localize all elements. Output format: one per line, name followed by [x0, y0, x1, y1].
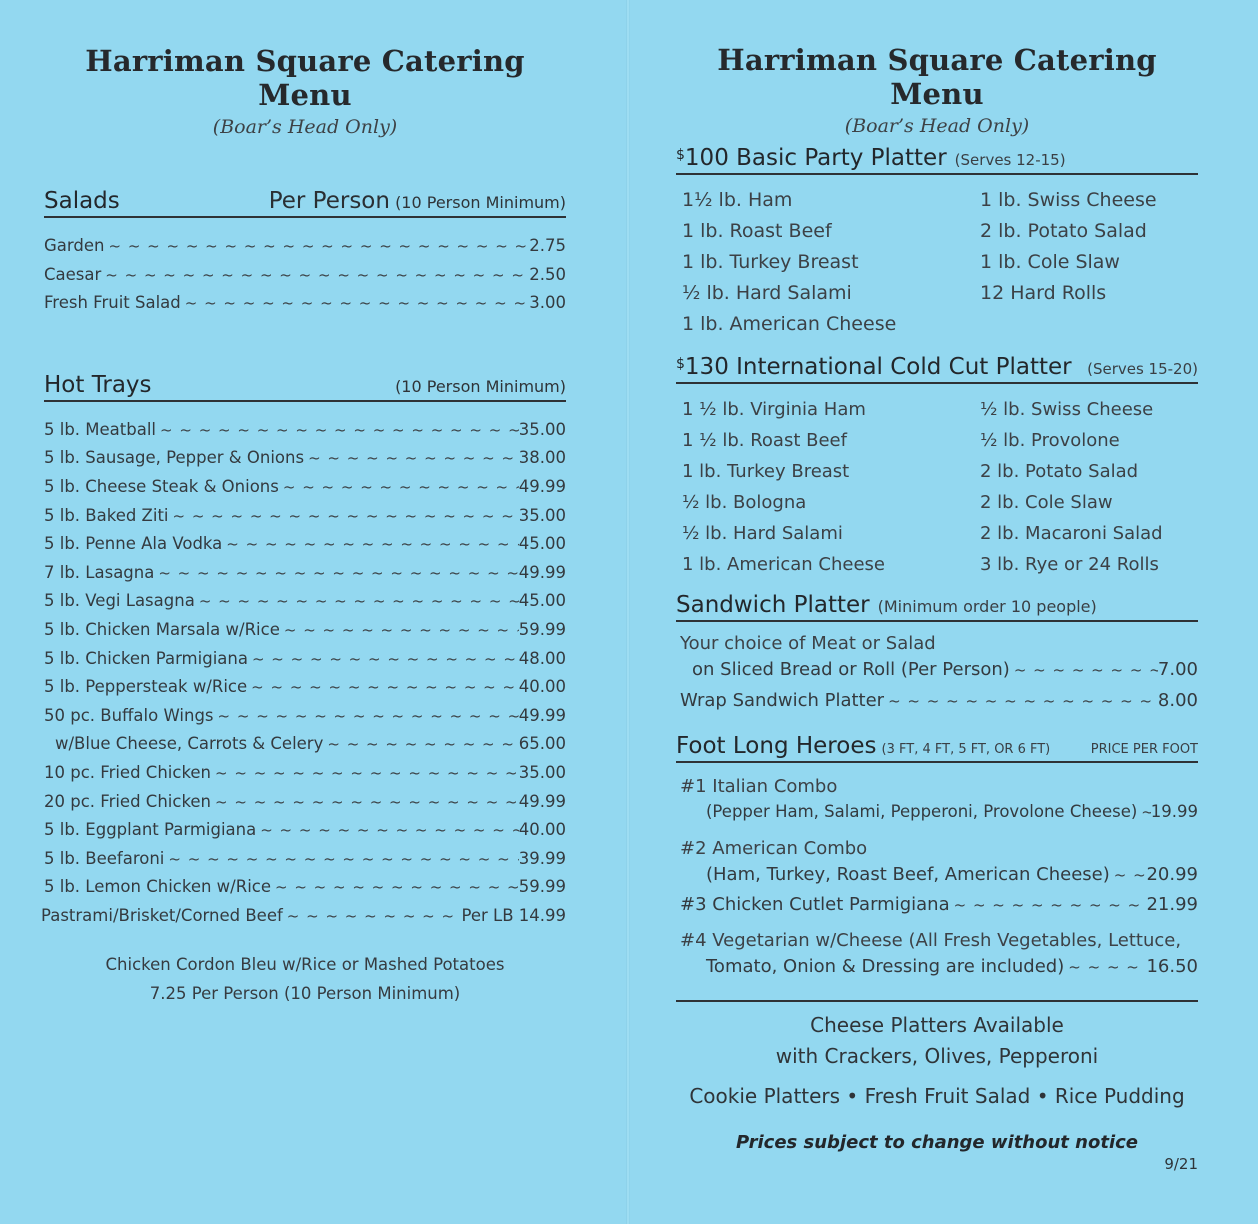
- price-per-foot-label: PRICE PER FOOT: [1090, 742, 1198, 757]
- intl-platter-items: 1 ½ lb. Virginia Ham ½ lb. Swiss Cheese 1 ½ lb. Roast Beef ½ lb. Provolone 1 lb. Turkey Breast 2 lb. Potato Salad ½ lb. Bologna 2 lb. Cole Slaw ½ lb. Hard Salami 2 lb. Macaroni Salad 1 lb. American Cheese 3 lb. Rye or 24 Rolls: [682, 399, 1163, 575]
- heroes-sizes: (3 FT, 4 FT, 5 FT, OR 6 FT): [881, 742, 1051, 757]
- right-panel: [676, 0, 1198, 1224]
- menu-item: 5 lb. Chicken Marsala w/Rice ~ ~ ~ 59.99: [44, 620, 566, 649]
- basic-platter-heading: $100 Basic Party Platter: [676, 145, 947, 171]
- right-subtitle: (Boar’s Head Only): [844, 115, 1030, 137]
- menu-item: 5 lb. Eggplant Parmigiana ~ ~ ~ 40.00: [44, 820, 566, 849]
- basic-platter-items: 1½ lb. Ham 1 lb. Swiss Cheese 1 lb. Roast Beef 2 lb. Potato Salad 1 lb. Turkey Breast 1 lb. Cole Slaw ½ lb. Hard Salami 12 Hard Rolls 1 lb. American Cheese: [682, 189, 1157, 335]
- hot-trays-list: [41, 419, 566, 930]
- menu-item: Pastrami/Brisket/Corned Beef ~ ~ ~ Per LB 14.99: [44, 906, 566, 930]
- menu-item: 5 lb. Sausage, Pepper & Onions ~ ~ ~ 38.00: [44, 448, 566, 477]
- heroes-list: #1 Italian Combo (Pepper Ham, Salami, Pepperoni, Provolone Cheese) ~ ~ ~ 19.99 #2 American Combo (Ham, Turkey, Roast Beef, American Cheese) ~ ~ ~ 20.99 #3 Chicken Cutlet Parmigiana ~ ~ ~ 21.99 #4 Vegetarian w/Cheese (All Fresh Vegetables, Lettuce, Tomato, Onion & Dressing are included) ~ ~ ~ 16.50: [676, 771, 1198, 986]
- leader-dots: [181, 294, 530, 312]
- heroes-heading: Foot Long Heroes: [676, 733, 877, 759]
- hot-trays-minimum-note: (10 Person Minimum): [395, 376, 566, 396]
- menu-item: 5 lb. Beefaroni ~ ~ ~ 39.99: [44, 849, 566, 878]
- per-person-label: Per Person: [268, 188, 390, 214]
- menu-item: 5 lb. Lemon Chicken w/Rice ~ ~ ~ 59.99: [44, 877, 566, 906]
- hot-trays-header: [44, 372, 566, 402]
- basic-platter-serves: (Serves 12-15): [954, 151, 1066, 169]
- menu-item: Caesar ~ ~ ~ 2.50: [44, 265, 566, 294]
- sandwich-heading: Sandwich Platter: [676, 592, 870, 618]
- fold-crease: [626, 0, 630, 1224]
- cordon-bleu-note: Chicken Cordon Bleu w/Rice or Mashed Potatoes 7.25 Per Person (10 Person Minimum): [105, 954, 505, 1003]
- menu-item: Garden ~ ~ ~ 2.75: [44, 236, 566, 265]
- menu-item: 50 pc. Buffalo Wings ~ ~ ~ 49.99: [44, 706, 566, 735]
- salads-heading: Salads: [44, 188, 120, 214]
- menu-item: 5 lb. Meatball ~ ~ ~ 35.00: [44, 420, 566, 449]
- menu-item: Wrap Sandwich Platter ~ ~ ~ 8.00: [676, 690, 1198, 721]
- heroes-header: [676, 733, 1198, 763]
- extras-line: Cookie Platters • Fresh Fruit Salad • Rice Pudding: [689, 1084, 1185, 1108]
- sandwich-items: Your choice of Meat or Salad on Sliced Bread or Roll (Per Person) ~ ~ ~ 7.00 Wrap Sandwich Platter ~ ~ ~ 8.00: [676, 628, 1198, 721]
- intl-platter-heading: $130 International Cold Cut Platter: [676, 354, 1072, 380]
- menu-item: 5 lb. Chicken Parmigiana ~ ~ ~ 48.00: [44, 649, 566, 678]
- menu-item: 5 lb. Baked Ziti ~ ~ ~ 35.00: [44, 506, 566, 535]
- menu-item: 7 lb. Lasagna ~ ~ ~ 49.99: [44, 563, 566, 592]
- right-title: Harriman Square Catering Menu: [717, 43, 1157, 111]
- menu-item: 5 lb. Vegi Lasagna ~ ~ ~ 45.00: [44, 591, 566, 620]
- menu-item: Fresh Fruit Salad ~ ~ ~ 3.00: [44, 293, 566, 322]
- menu-item: on Sliced Bread or Roll (Per Person) ~ ~ ~ 7.00: [676, 659, 1198, 690]
- date-code: 9/21: [1164, 1155, 1198, 1173]
- price-disclaimer: Prices subject to change without notice: [735, 1132, 1139, 1153]
- left-title: Harriman Square Catering Menu: [85, 44, 525, 112]
- menu-item: 20 pc. Fried Chicken ~ ~ ~ 49.99: [44, 792, 566, 821]
- basic-platter-header: [676, 145, 1198, 175]
- cheese-platters-note: Cheese Platters Available with Crackers, Olives, Pepperoni: [775, 1013, 1099, 1068]
- salads-list: [44, 236, 566, 322]
- salads-minimum-note: (10 Person Minimum): [395, 193, 566, 212]
- menu-item: w/Blue Cheese, Carrots & Celery ~ ~ ~ 65.00: [44, 734, 566, 763]
- intl-platter-serves: (Serves 15-20): [1087, 360, 1198, 378]
- leader-dots: [101, 266, 529, 284]
- hot-trays-heading: Hot Trays: [44, 371, 152, 398]
- left-panel: [41, 0, 566, 1224]
- menu-item: 5 lb. Cheese Steak & Onions ~ ~ ~ 49.99: [44, 477, 566, 506]
- divider: [676, 1000, 1198, 1002]
- left-subtitle: (Boar’s Head Only): [212, 116, 398, 138]
- menu-item: 5 lb. Peppersteak w/Rice ~ ~ ~ 40.00: [44, 677, 566, 706]
- leader-dots: [104, 237, 529, 255]
- sandwich-header: [676, 592, 1198, 622]
- sandwich-minimum-note: (Minimum order 10 people): [877, 597, 1097, 616]
- salads-header: [44, 188, 566, 218]
- intl-platter-header: [676, 354, 1198, 384]
- menu-item: 5 lb. Penne Ala Vodka ~ ~ ~ 45.00: [44, 534, 566, 563]
- menu-item: 10 pc. Fried Chicken ~ ~ ~ 35.00: [44, 763, 566, 792]
